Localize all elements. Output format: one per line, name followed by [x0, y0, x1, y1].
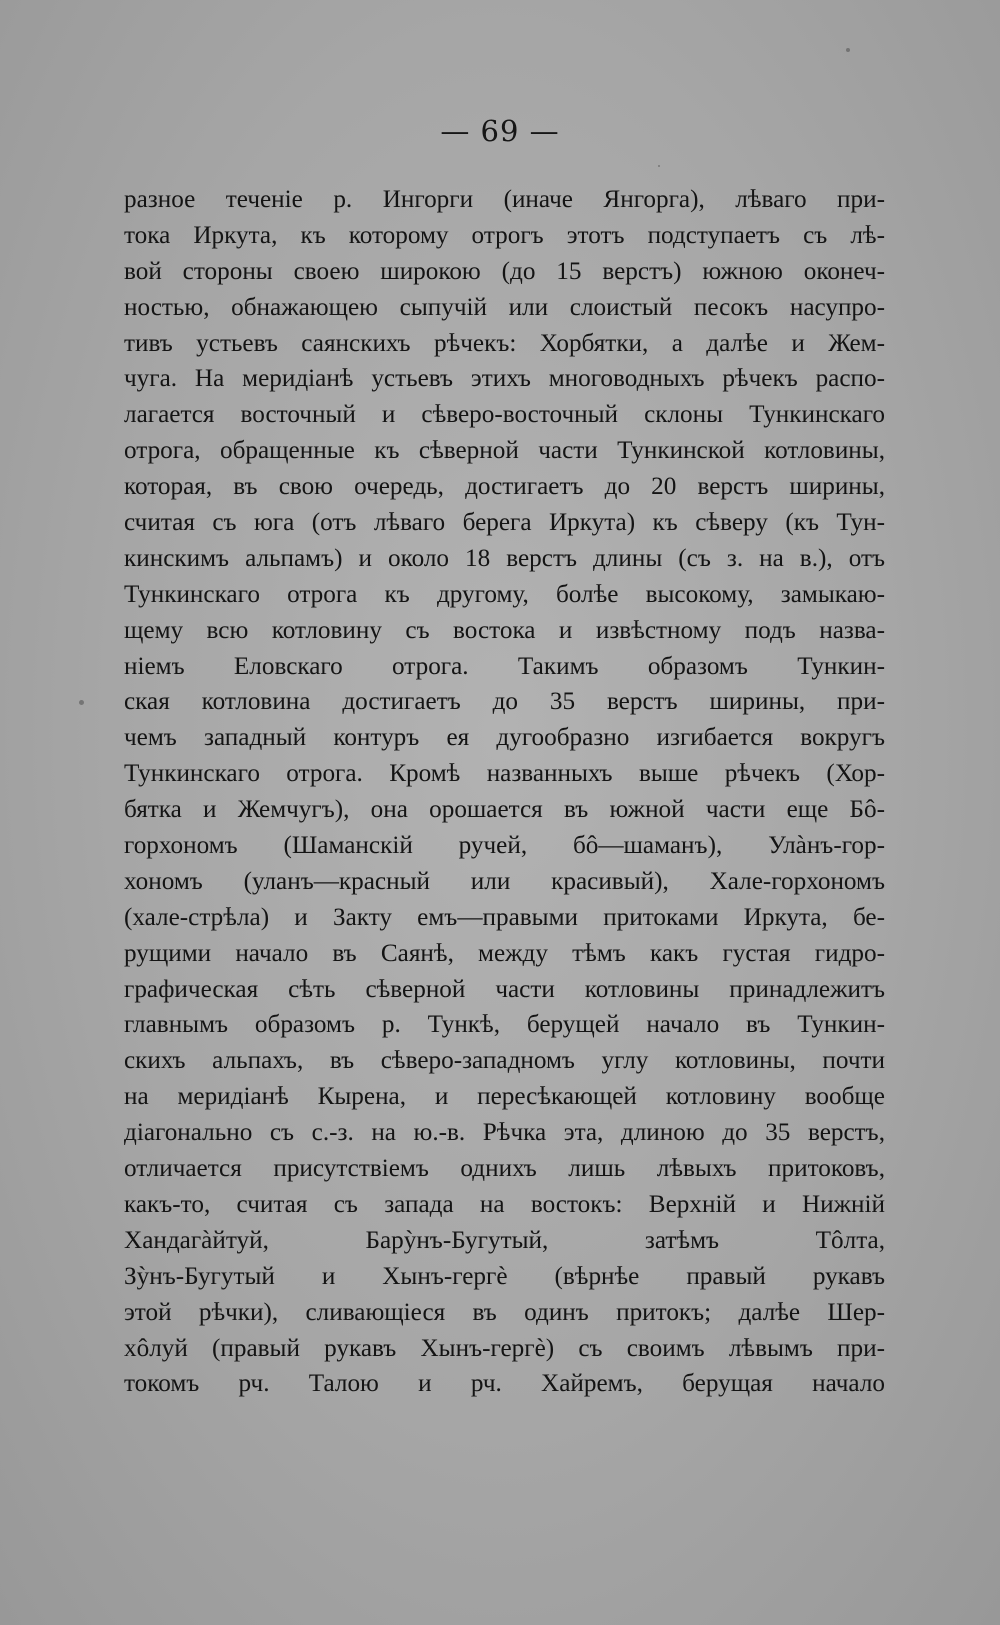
text-line: тивъ устьевъ саянскихъ рѣчекъ: Хорбятки, а далѣе и Жем-	[124, 329, 885, 357]
text-line: тока Иркута, къ которому отрогъ этотъ подступаетъ съ лѣ-	[124, 221, 885, 249]
text-line: рущими начало въ Саянѣ, между тѣмъ какъ густая гидро-	[124, 939, 885, 967]
text-line: ская котловина достигаетъ до 35 верстъ ширины, при-	[124, 688, 885, 716]
text-line: хономъ (уланъ—красный или красивый), Хале-горхономъ	[124, 867, 885, 895]
text-line: токомъ рч. Талою и рч. Хайремъ, берущая начало	[124, 1370, 885, 1398]
text-line: которая, въ свою очередь, достигаетъ до 20 верстъ ширины,	[124, 473, 885, 501]
paper-speck	[658, 165, 660, 167]
text-line: отличается присутствіемъ однихъ лишь лѣвыхъ притоковъ,	[124, 1155, 885, 1183]
text-line: чуга. На меридіанѣ устьевъ этихъ многоводныхъ рѣчекъ распо-	[124, 365, 885, 393]
text-line: бятка и Жемчугъ), она орошается въ южной части еще Бô-	[124, 796, 885, 824]
text-line: горхономъ (Шаманскій ручей, бô—шаманъ), Улàнъ-гор-	[124, 832, 885, 860]
text-line: Зỳнъ-Бугутый и Хынъ-гергè (вѣрнѣе правый рукавъ	[124, 1262, 885, 1290]
text-line: вой стороны своею широкою (до 15 верстъ) южною оконеч-	[124, 257, 885, 285]
text-line: Тункинскаго отрога. Кромѣ названныхъ выше рѣчекъ (Хор-	[124, 760, 885, 788]
text-line: разное теченіе р. Ингорги (иначе Янгорга), лѣваго при-	[124, 186, 885, 213]
page-number: — 69 —	[440, 114, 560, 148]
text-line: хôлуй (правый рукавъ Хынъ-гергè) съ своимъ лѣвымъ при-	[124, 1334, 885, 1362]
text-line: на меридіанѣ Кырена, и пересѣкающей котловину вообще	[124, 1083, 885, 1111]
text-line: ніемъ Еловскаго отрога. Такимъ образомъ Тункин-	[124, 652, 885, 680]
paper-speck	[846, 48, 850, 52]
text-line: (хале-стрѣла) и Закту емъ—правыми притоками Иркута, бе-	[124, 903, 885, 931]
text-line: этой рѣчки), сливающіеся въ одинъ притокъ; далѣе Шер-	[124, 1298, 885, 1326]
paper-speck	[79, 700, 84, 705]
text-line: главнымъ образомъ р. Тункѣ, берущей начало въ Тункин-	[124, 1011, 885, 1039]
text-line: ностью, обнажающею сыпучій или слоистый песокъ насупро-	[124, 293, 885, 321]
text-line: графическая сѣть сѣверной части котловины принадлежитъ	[124, 975, 885, 1003]
text-line: Тункинскаго отрога къ другому, болѣе высокому, замыкаю-	[124, 580, 885, 608]
text-line: считая съ юга (отъ лѣваго берега Иркута) къ сѣверу (къ Тун-	[124, 509, 885, 537]
text-line: щему всю котловину съ востока и извѣстному подъ назва-	[124, 616, 885, 644]
body-text	[124, 182, 885, 1402]
text-line: какъ-то, считая съ запада на востокъ: Верхній и Нижній	[124, 1190, 885, 1218]
text-line: діагонально съ с.-з. на ю.-в. Рѣчка эта, длиною до 35 верстъ,	[124, 1119, 885, 1147]
text-line: отрога, обращенные къ сѣверной части Тункинской котловины,	[124, 437, 885, 465]
text-line: скихъ альпахъ, въ сѣверо-западномъ углу котловины, почти	[124, 1047, 885, 1075]
text-line: чемъ западный контуръ ея дугообразно изгибается вокругъ	[124, 724, 885, 752]
text-line: Хандагàйтуй, Барỳнъ-Бугутый, затѣмъ Тôлта,	[124, 1226, 885, 1254]
text-line: лагается восточный и сѣверо-восточный склоны Тункинскаго	[124, 401, 885, 429]
text-line: кинскимъ альпамъ) и около 18 верстъ длины (съ з. на в.), отъ	[124, 544, 885, 572]
